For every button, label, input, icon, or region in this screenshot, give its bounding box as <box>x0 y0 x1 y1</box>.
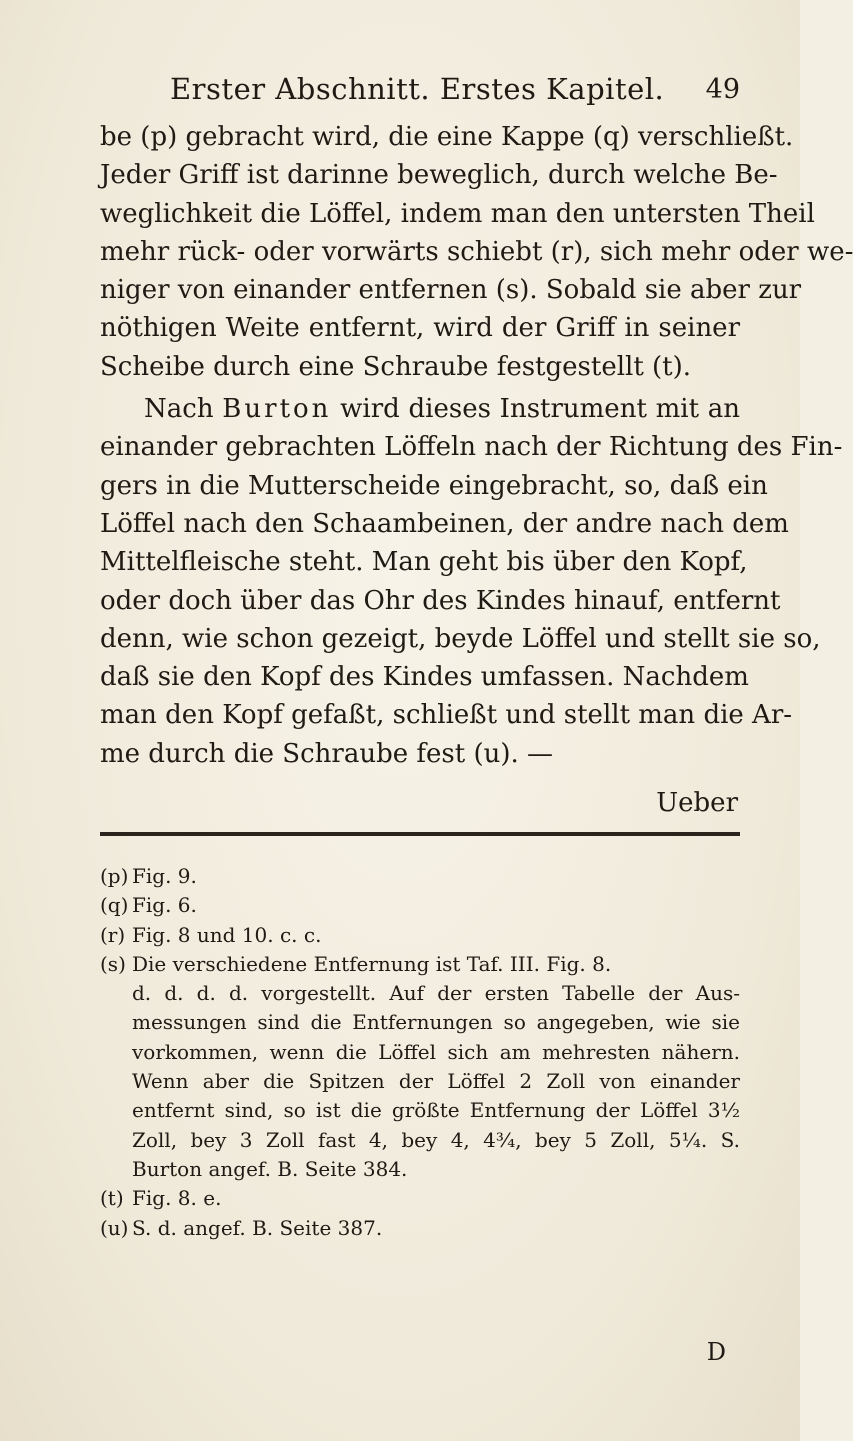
page-header <box>100 72 740 112</box>
text-line: Löffel nach den Schaambeinen, der andre nach dem <box>100 508 789 539</box>
footnote-s <box>100 950 740 979</box>
text-line: gers in die Mutterscheide eingebracht, so, daß ein <box>100 470 768 501</box>
footnote-mark: (r) <box>100 922 126 947</box>
footnote-line: entfernt sind, so ist die größte Entfernung der Löffel 3½ <box>132 1098 740 1123</box>
text-line: be (p) gebracht wird, die eine Kappe (q) verschließt. <box>100 122 794 152</box>
text-line: Jeder Griff ist darinne beweglich, durch welche Be- <box>100 160 778 191</box>
line-suffix: wird dieses Instrument mit an <box>331 394 741 425</box>
footnote-text: Die verschiedene Entfernung ist Taf. III. Fig. 8. <box>132 951 612 976</box>
footnote-q <box>100 891 740 920</box>
footnote-r <box>100 921 740 950</box>
text-line: me durch die Schraube fest (u). — <box>100 738 554 769</box>
line-prefix: Nach <box>144 394 223 425</box>
footnotes <box>100 862 740 1243</box>
main-text <box>100 118 853 777</box>
footnote-mark: (u) <box>100 1215 129 1240</box>
footnote-mark: (p) <box>100 864 129 888</box>
text-line: nöthigen Weite entfernt, wird der Griff in seiner <box>100 313 740 344</box>
catchword: Ueber <box>656 788 738 818</box>
paragraph-2 <box>100 390 843 773</box>
footnote-p <box>100 862 740 891</box>
footnote-mark: (t) <box>100 1186 124 1211</box>
footnote-line: d. d. d. d. vorgestellt. Auf der ersten Tabelle der Aus- <box>132 981 740 1006</box>
text-line: denn, wie schon gezeigt, beyde Löffel und stellt sie so, <box>100 623 821 654</box>
footnote-line: vorkommen, wenn die Löffel sich am mehresten nähern. <box>132 1039 740 1064</box>
footnote-mark: (q) <box>100 893 129 918</box>
text-line <box>100 390 740 428</box>
footnote-text: Fig. 6. <box>132 893 197 918</box>
text-line: daß sie den Kopf des Kindes umfassen. Nachdem <box>100 662 749 693</box>
text-line: oder doch über das Ohr des Kindes hinauf, entfernt <box>100 585 781 616</box>
footnote-line: Wenn aber die Spitzen der Löffel 2 Zoll von einander <box>132 1069 740 1094</box>
footnote-mark: (s) <box>100 951 126 976</box>
signature-mark: D <box>706 1338 726 1366</box>
footnote-text: Fig. 8. e. <box>132 1186 222 1211</box>
footnote-line: Zoll, bey 3 Zoll fast 4, bey 4, 4¾, bey 5 Zoll, 5¼. S. <box>132 1127 740 1152</box>
text-line: mehr rück- oder vorwärts schiebt (r), sich mehr oder we- <box>100 236 853 267</box>
running-head: Erster Abschnitt. Erstes Kapitel. <box>170 72 665 106</box>
text-line: niger von einander entfernen (s). Sobald sie aber zur <box>100 275 802 306</box>
author-name: Burton <box>222 394 332 425</box>
text-line: einander gebrachten Löffeln nach der Richtung des Fin- <box>100 432 843 463</box>
footnote-text: S. d. angef. B. Seite 387. <box>132 1215 383 1240</box>
page-number: 49 <box>705 74 740 105</box>
footnote-line: Burton angef. B. Seite 384. <box>132 1156 408 1181</box>
footnote-text: Fig. 8 und 10. c. c. <box>132 922 322 947</box>
text-line: Mittelfleische steht. Man geht bis über den Kopf, <box>100 547 748 578</box>
text-line: weglichkeit die Löffel, indem man den untersten Theil <box>100 198 815 229</box>
footnote-divider <box>100 832 740 836</box>
footnote-line: messungen sind die Entfernungen so angegeben, wie sie <box>132 1010 740 1035</box>
footnote-u <box>100 1214 740 1243</box>
footnote-text: Fig. 9. <box>132 864 197 888</box>
text-line: Scheibe durch eine Schraube festgestellt (t). <box>100 351 692 382</box>
footnote-t <box>100 1184 740 1213</box>
text-line: man den Kopf gefaßt, schließt und stellt man die Ar- <box>100 700 793 731</box>
paragraph-1 <box>100 118 853 386</box>
